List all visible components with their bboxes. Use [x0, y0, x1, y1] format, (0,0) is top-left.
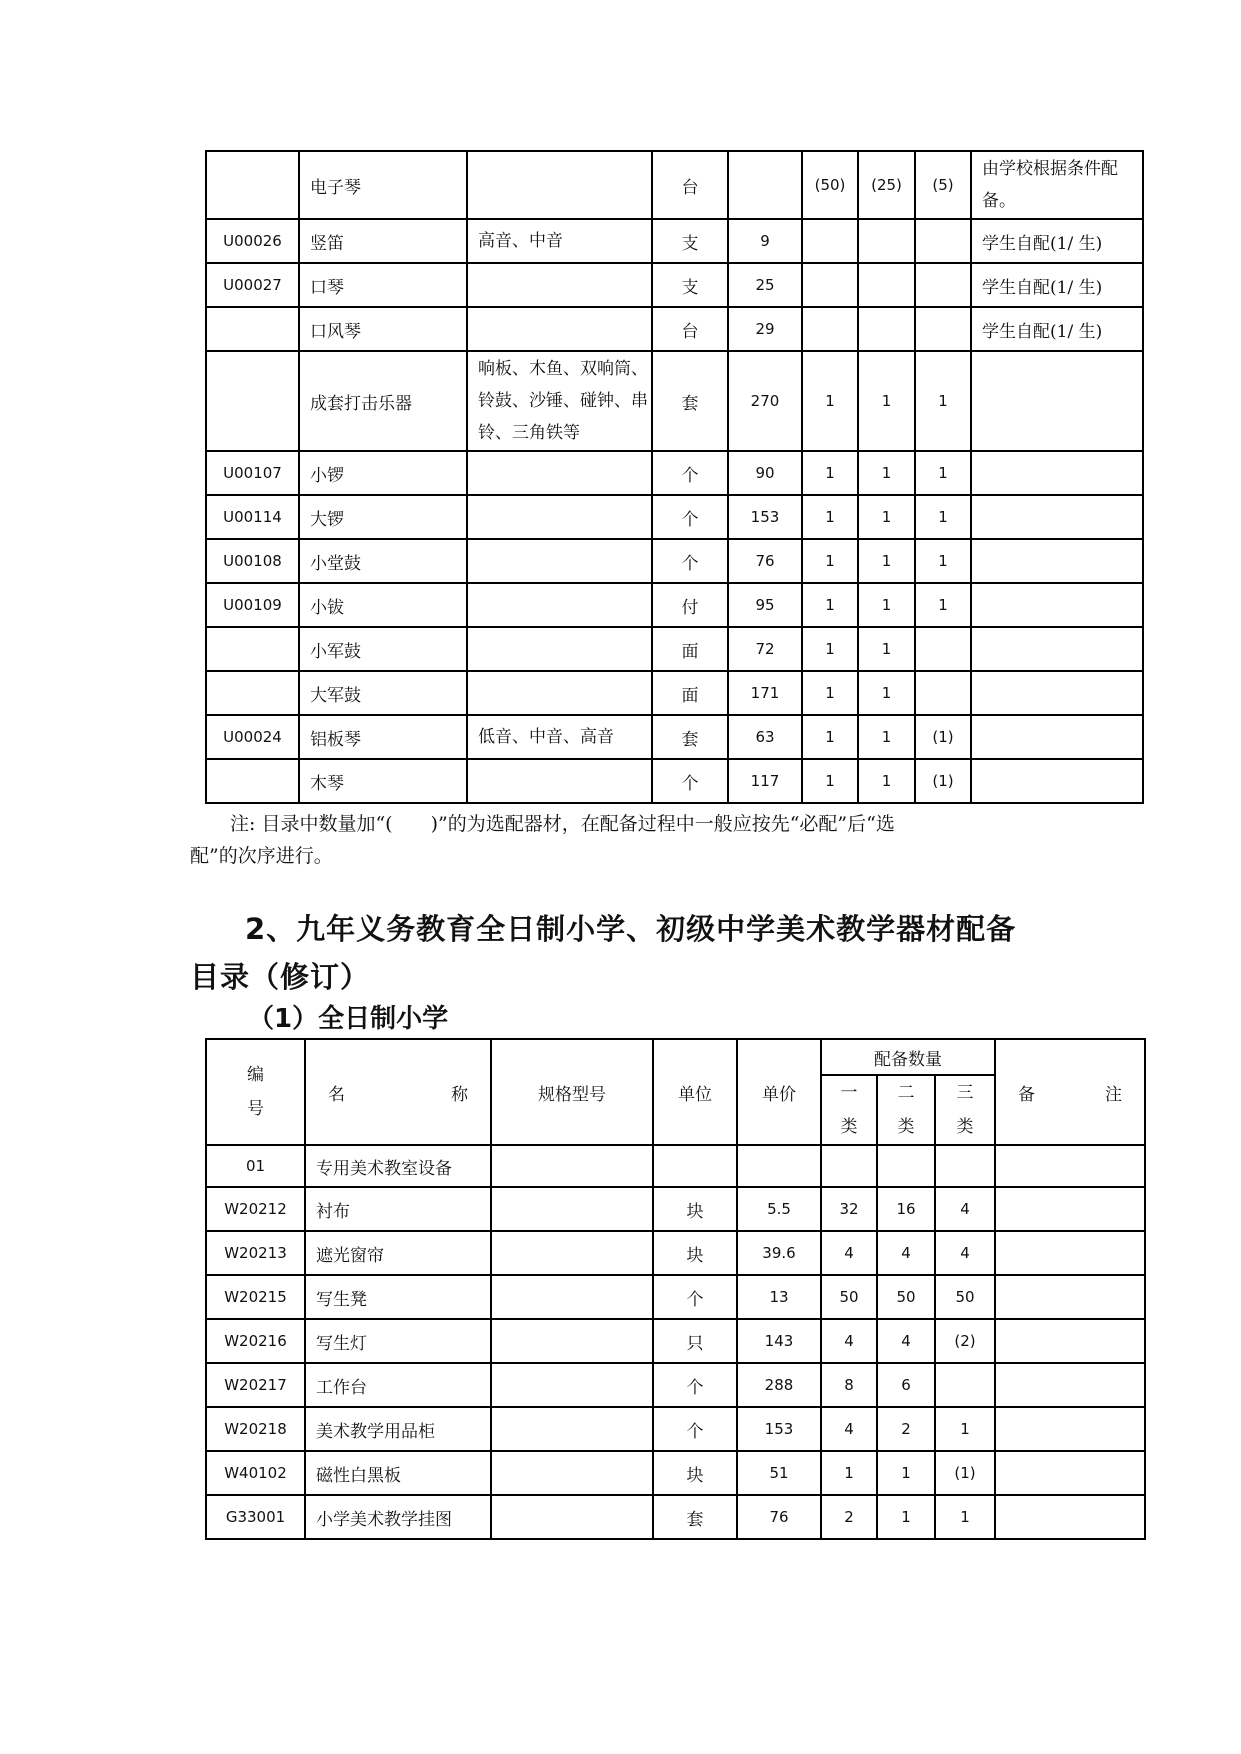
- cell-price: 51: [737, 1451, 821, 1495]
- cell-unit: 块: [653, 1231, 737, 1275]
- cell-unit: 支: [652, 263, 728, 307]
- cell-price: 153: [728, 495, 802, 539]
- cell-remark: [971, 627, 1143, 671]
- table-row: [206, 671, 1143, 715]
- cell-remark: [971, 583, 1143, 627]
- cell-remark: [995, 1145, 1145, 1187]
- cell-name: 小堂鼓: [299, 539, 467, 583]
- header-name-char-1: 名: [328, 1084, 345, 1105]
- cell-class2: 1: [858, 759, 915, 803]
- cell-price: 13: [737, 1275, 821, 1319]
- cell-class3: 4: [935, 1187, 995, 1231]
- header-class1: [821, 1075, 877, 1145]
- music-equipment-table: [205, 150, 1144, 804]
- cell-code: 01: [206, 1145, 305, 1187]
- header-name: [305, 1039, 491, 1145]
- table-row: [206, 715, 1143, 759]
- cell-class3: [915, 263, 971, 307]
- cell-class1: 1: [802, 539, 858, 583]
- cell-name: 美术教学用品柜: [305, 1407, 491, 1451]
- cell-class1: [821, 1145, 877, 1187]
- selection-note: [190, 808, 1070, 872]
- cell-class1: [802, 307, 858, 351]
- cell-class3: [915, 307, 971, 351]
- table-row: [206, 495, 1143, 539]
- table-row: [206, 1231, 1145, 1275]
- header-code-char-1: 编: [247, 1065, 264, 1085]
- cell-class1: 4: [821, 1231, 877, 1275]
- cell-remark: [995, 1319, 1145, 1363]
- cell-spec: [467, 759, 652, 803]
- cell-class3: 1: [935, 1495, 995, 1539]
- cell-unit: 只: [653, 1319, 737, 1363]
- cell-spec: [491, 1231, 653, 1275]
- cell-unit: 个: [653, 1275, 737, 1319]
- cell-spec: 高音、中音: [467, 219, 652, 263]
- cell-code: [206, 759, 299, 803]
- cell-price: 288: [737, 1363, 821, 1407]
- cell-class2: 1: [858, 539, 915, 583]
- cell-class2: 1: [858, 351, 915, 451]
- cell-unit: 块: [653, 1187, 737, 1231]
- cell-class2: 1: [858, 671, 915, 715]
- cell-class2: 1: [858, 495, 915, 539]
- cell-unit: 面: [652, 627, 728, 671]
- cell-name: 口风琴: [299, 307, 467, 351]
- cell-class3: 1: [915, 583, 971, 627]
- cell-class3: 50: [935, 1275, 995, 1319]
- header-code: [206, 1039, 305, 1145]
- table-row: [206, 627, 1143, 671]
- table-row: [206, 219, 1143, 263]
- cell-class2: 1: [877, 1451, 935, 1495]
- cell-spec: [491, 1275, 653, 1319]
- cell-price: [737, 1145, 821, 1187]
- cell-remark: [995, 1451, 1145, 1495]
- table-row: [206, 1145, 1145, 1187]
- cell-remark: [971, 715, 1143, 759]
- cell-code: U00026: [206, 219, 299, 263]
- cell-unit: 套: [652, 715, 728, 759]
- cell-class1: 1: [802, 451, 858, 495]
- cell-price: [728, 151, 802, 219]
- cell-remark: [995, 1495, 1145, 1539]
- cell-remark: 学生自配(1/ 生): [971, 263, 1143, 307]
- cell-unit: 套: [652, 351, 728, 451]
- cell-remark: [971, 671, 1143, 715]
- cell-spec: 响板、木鱼、双响筒、铃鼓、沙锤、碰钟、串铃、三角铁等: [467, 351, 652, 451]
- header-spec: 规格型号: [491, 1039, 653, 1145]
- cell-name: 铝板琴: [299, 715, 467, 759]
- section-heading-line-2: 目录（修订）: [190, 960, 371, 994]
- cell-spec: [467, 539, 652, 583]
- cell-price: 63: [728, 715, 802, 759]
- header-row: [206, 1039, 1145, 1075]
- cell-spec: [491, 1145, 653, 1187]
- cell-spec: [491, 1363, 653, 1407]
- cell-code: W20213: [206, 1231, 305, 1275]
- cell-remark: 由学校根据条件配备。: [971, 151, 1143, 219]
- header-remark-char-1: 备: [1018, 1084, 1036, 1105]
- header-class3-char-1: 三: [956, 1083, 974, 1103]
- cell-price: 72: [728, 627, 802, 671]
- cell-unit: 个: [653, 1363, 737, 1407]
- cell-code: W20218: [206, 1407, 305, 1451]
- cell-code: G33001: [206, 1495, 305, 1539]
- cell-name: 专用美术教室设备: [305, 1145, 491, 1187]
- art-table-body: [206, 1145, 1145, 1539]
- cell-name: 写生凳: [305, 1275, 491, 1319]
- header-unit: 单位: [653, 1039, 737, 1145]
- cell-class3: (1): [915, 759, 971, 803]
- cell-class2: [858, 263, 915, 307]
- cell-name: 写生灯: [305, 1319, 491, 1363]
- cell-class3: (1): [935, 1451, 995, 1495]
- cell-code: W20215: [206, 1275, 305, 1319]
- cell-class1: 4: [821, 1319, 877, 1363]
- cell-spec: [467, 583, 652, 627]
- cell-price: 25: [728, 263, 802, 307]
- cell-unit: 台: [652, 151, 728, 219]
- cell-class3: 1: [915, 539, 971, 583]
- cell-class1: 32: [821, 1187, 877, 1231]
- cell-code: U00108: [206, 539, 299, 583]
- cell-class3: (1): [915, 715, 971, 759]
- header-price: 单价: [737, 1039, 821, 1145]
- cell-unit: 台: [652, 307, 728, 351]
- cell-unit: 个: [652, 495, 728, 539]
- table-row: [206, 451, 1143, 495]
- cell-unit: 个: [653, 1407, 737, 1451]
- cell-spec: [491, 1451, 653, 1495]
- cell-class3: 1: [935, 1407, 995, 1451]
- cell-code: [206, 671, 299, 715]
- cell-remark: 学生自配(1/ 生): [971, 307, 1143, 351]
- cell-class2: 1: [858, 715, 915, 759]
- table-row: [206, 351, 1143, 451]
- cell-code: W20216: [206, 1319, 305, 1363]
- cell-class3: 4: [935, 1231, 995, 1275]
- table-row: [206, 1495, 1145, 1539]
- cell-class2: 1: [858, 583, 915, 627]
- cell-spec: [467, 151, 652, 219]
- header-class2-char-1: 二: [897, 1083, 915, 1103]
- cell-name: 工作台: [305, 1363, 491, 1407]
- table-row: [206, 583, 1143, 627]
- cell-spec: [467, 263, 652, 307]
- cell-class2: [877, 1145, 935, 1187]
- cell-class3: 1: [915, 495, 971, 539]
- cell-code: [206, 307, 299, 351]
- cell-class3: [915, 671, 971, 715]
- cell-unit: 个: [652, 759, 728, 803]
- cell-remark: [971, 351, 1143, 451]
- cell-name: 成套打击乐器: [299, 351, 467, 451]
- cell-name: 衬布: [305, 1187, 491, 1231]
- cell-price: 76: [737, 1495, 821, 1539]
- cell-name: 竖笛: [299, 219, 467, 263]
- cell-name: 小军鼓: [299, 627, 467, 671]
- cell-unit: 面: [652, 671, 728, 715]
- header-remark-char-2: 注: [1105, 1084, 1123, 1105]
- table-row: [206, 151, 1143, 219]
- cell-remark: [971, 539, 1143, 583]
- cell-unit: 块: [653, 1451, 737, 1495]
- cell-class1: 1: [802, 495, 858, 539]
- cell-class2: [858, 219, 915, 263]
- header-remark: [995, 1039, 1145, 1145]
- cell-remark: 学生自配(1/ 生): [971, 219, 1143, 263]
- cell-class3: (2): [935, 1319, 995, 1363]
- cell-price: 143: [737, 1319, 821, 1363]
- cell-class1: (50): [802, 151, 858, 219]
- cell-spec: [467, 627, 652, 671]
- section-heading: [190, 905, 1070, 1001]
- cell-price: 9: [728, 219, 802, 263]
- cell-remark: [995, 1363, 1145, 1407]
- cell-class3: [915, 219, 971, 263]
- table-row: [206, 1363, 1145, 1407]
- cell-spec: 低音、中音、高音: [467, 715, 652, 759]
- cell-name: 电子琴: [299, 151, 467, 219]
- header-name-char-2: 称: [451, 1084, 468, 1105]
- table-row: [206, 539, 1143, 583]
- cell-class3: 1: [915, 351, 971, 451]
- cell-spec: [491, 1319, 653, 1363]
- cell-class1: 50: [821, 1275, 877, 1319]
- cell-class1: 4: [821, 1407, 877, 1451]
- table-row: [206, 1187, 1145, 1231]
- header-class2: [877, 1075, 935, 1145]
- cell-name: 大锣: [299, 495, 467, 539]
- table-row: [206, 263, 1143, 307]
- cell-name: 木琴: [299, 759, 467, 803]
- cell-spec: [467, 451, 652, 495]
- cell-class2: 4: [877, 1231, 935, 1275]
- cell-remark: [971, 759, 1143, 803]
- cell-class1: [802, 219, 858, 263]
- cell-name: 磁性白黑板: [305, 1451, 491, 1495]
- cell-class3: (5): [915, 151, 971, 219]
- cell-name: 口琴: [299, 263, 467, 307]
- cell-price: 171: [728, 671, 802, 715]
- table-row: [206, 1407, 1145, 1451]
- cell-price: 270: [728, 351, 802, 451]
- cell-remark: [995, 1275, 1145, 1319]
- cell-unit: 个: [652, 539, 728, 583]
- cell-class1: 1: [802, 759, 858, 803]
- table-row: [206, 1451, 1145, 1495]
- cell-class1: 1: [802, 671, 858, 715]
- cell-code: W20217: [206, 1363, 305, 1407]
- cell-class2: 1: [858, 627, 915, 671]
- cell-code: U00027: [206, 263, 299, 307]
- cell-class2: 1: [858, 451, 915, 495]
- cell-code: U00114: [206, 495, 299, 539]
- header-class3-char-2: 类: [956, 1117, 974, 1137]
- cell-class2: 2: [877, 1407, 935, 1451]
- header-class1-char-2: 类: [840, 1117, 858, 1137]
- cell-class1: 2: [821, 1495, 877, 1539]
- cell-code: U00024: [206, 715, 299, 759]
- cell-unit: 套: [653, 1495, 737, 1539]
- cell-code: U00107: [206, 451, 299, 495]
- cell-unit: 支: [652, 219, 728, 263]
- cell-class3: 1: [915, 451, 971, 495]
- header-class2-char-2: 类: [897, 1117, 915, 1137]
- cell-spec: [491, 1495, 653, 1539]
- cell-class2: 4: [877, 1319, 935, 1363]
- cell-remark: [995, 1407, 1145, 1451]
- cell-class3: [935, 1145, 995, 1187]
- art-equipment-table: [205, 1038, 1146, 1540]
- cell-class2: 50: [877, 1275, 935, 1319]
- table-row: [206, 759, 1143, 803]
- cell-remark: [995, 1187, 1145, 1231]
- cell-class3: [915, 627, 971, 671]
- art-table-header: [206, 1039, 1145, 1145]
- table-row: [206, 1319, 1145, 1363]
- section-heading-line-1: 2、九年义务教育全日制小学、初级中学美术教学器材配备: [245, 912, 1017, 946]
- cell-code: [206, 151, 299, 219]
- cell-name: 小钹: [299, 583, 467, 627]
- cell-class1: 1: [802, 583, 858, 627]
- note-line-2: 配”的次序进行。: [190, 845, 333, 867]
- cell-class1: 1: [802, 351, 858, 451]
- header-class1-char-1: 一: [840, 1083, 858, 1103]
- cell-price: 95: [728, 583, 802, 627]
- cell-class1: [802, 263, 858, 307]
- cell-class2: (25): [858, 151, 915, 219]
- cell-spec: [467, 307, 652, 351]
- cell-class2: 16: [877, 1187, 935, 1231]
- cell-remark: [971, 495, 1143, 539]
- cell-price: 117: [728, 759, 802, 803]
- cell-class2: 1: [877, 1495, 935, 1539]
- cell-spec: [467, 671, 652, 715]
- table-row: [206, 1275, 1145, 1319]
- cell-class3: [935, 1363, 995, 1407]
- cell-unit: [653, 1145, 737, 1187]
- cell-class1: 1: [821, 1451, 877, 1495]
- cell-unit: 个: [652, 451, 728, 495]
- cell-name: 小锣: [299, 451, 467, 495]
- cell-code: W20212: [206, 1187, 305, 1231]
- cell-class1: 8: [821, 1363, 877, 1407]
- cell-name: 大军鼓: [299, 671, 467, 715]
- cell-price: 39.6: [737, 1231, 821, 1275]
- cell-class1: 1: [802, 627, 858, 671]
- cell-remark: [971, 451, 1143, 495]
- cell-class1: 1: [802, 715, 858, 759]
- cell-code: W40102: [206, 1451, 305, 1495]
- cell-price: 5.5: [737, 1187, 821, 1231]
- header-code-char-2: 号: [247, 1099, 264, 1119]
- table-row: [206, 307, 1143, 351]
- cell-spec: [467, 495, 652, 539]
- cell-price: 90: [728, 451, 802, 495]
- cell-spec: [491, 1407, 653, 1451]
- cell-price: 153: [737, 1407, 821, 1451]
- cell-name: 小学美术教学挂图: [305, 1495, 491, 1539]
- cell-spec: [491, 1187, 653, 1231]
- cell-unit: 付: [652, 583, 728, 627]
- note-line-1: 注: 目录中数量加“( )”的为选配器材，在配备过程中一般应按先“必配”后“选: [230, 813, 895, 835]
- subsection-heading: （1）全日制小学: [248, 1004, 449, 1034]
- cell-code: [206, 627, 299, 671]
- cell-code: [206, 351, 299, 451]
- header-quantity: 配备数量: [821, 1039, 995, 1075]
- cell-name: 遮光窗帘: [305, 1231, 491, 1275]
- cell-code: U00109: [206, 583, 299, 627]
- cell-price: 76: [728, 539, 802, 583]
- cell-class2: 6: [877, 1363, 935, 1407]
- cell-class2: [858, 307, 915, 351]
- music-table-body: [206, 151, 1143, 803]
- cell-remark: [995, 1231, 1145, 1275]
- cell-price: 29: [728, 307, 802, 351]
- header-class3: [935, 1075, 995, 1145]
